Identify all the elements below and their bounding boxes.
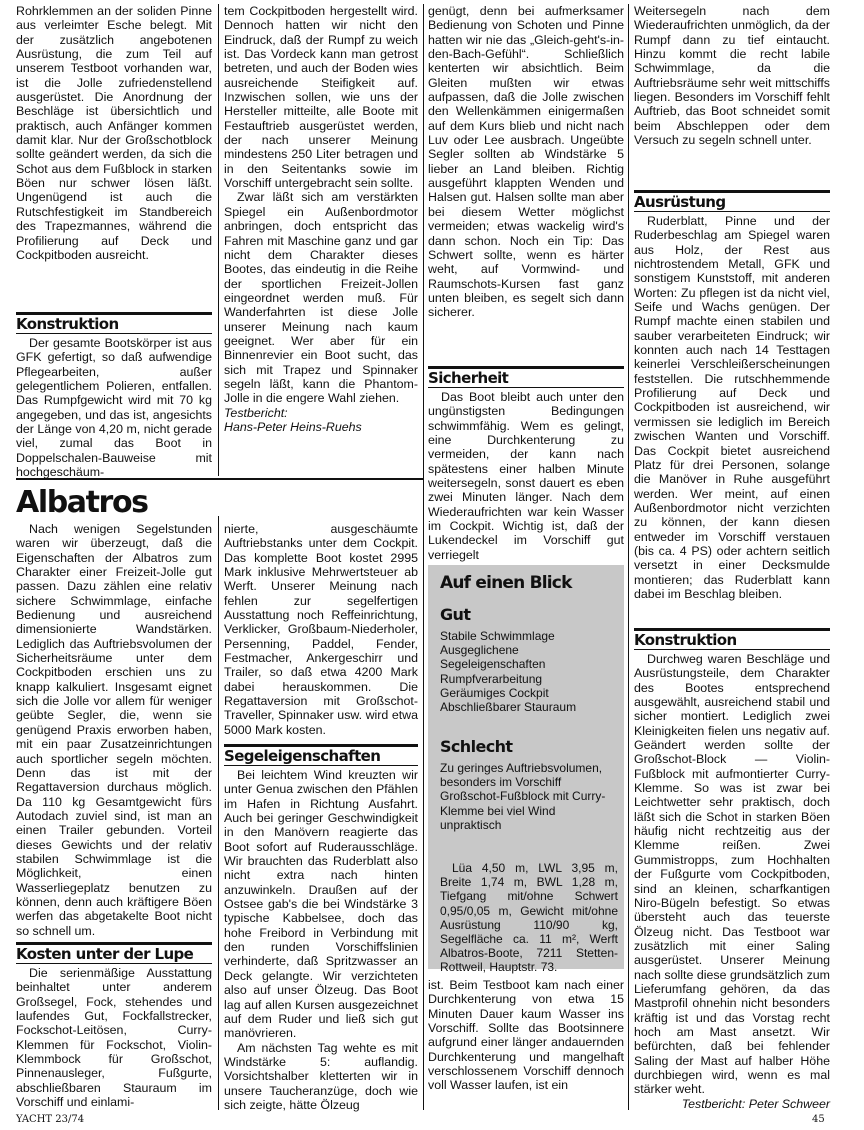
footer-publication: YACHT 23/74	[16, 1114, 85, 1125]
spec-text: Lüa 4,50 m, LWL 3,95 m, Breite 1,74 m, BWL 1,28 m, Tiefgang mit/ohne Schwert 0,95/0,05 m, Gewicht mit/ohne Ausrüstung 110/90 kg, Segelfläche ca. 11 m², Werft Albatros-Boote, 7211 Stetten-Rottweil, Hauptstr. 73.	[440, 861, 618, 975]
paragraph: Nach wenigen Segelstunden waren wir überzeugt, daß die Eigenschaften der Albatros zum Charakter einer Freizeit-Jolle gut passen. Dazu zählen eine relativ sichere Schwimmlage, einfache Bedienung und ausreichend dimensionierte Wandstärken. Lediglich das Auftriebsvolumen der Sicherheitsräume unter dem Cockpitboden erschien uns zu knapp kalkuliert. Insgesamt eignet sich die Jolle vor allem für weniger geübte Segler, die, wenn sie genügend Praxis erworben haben, mit ein paar Zusatzeinrichtungen auch sportlicher segeln möchten. Denn das ist mit der Regattaversion durchaus möglich. Da 110 kg Gesamtgewicht fürs Autodach zuviel sind, ist man an einen Trailer gebunden. Vorteil dieses Gewichts und der relativ stabilen Schwimmlage ist die Möglichkeit, einen Wasserliegeplatz benutzen zu können, denn auch kräftigere Böen werfen das abgetakelte Boot nicht so schnell um.	[16, 522, 212, 938]
column-2-albatros	[224, 522, 418, 737]
list-item: Großschot-Fußblock mit Curry-Klemme bei viel Wind unpraktisch	[440, 789, 606, 832]
section-heading-ausruestung: Ausrüstung	[634, 190, 830, 212]
paragraph: Ruderblatt, Pinne und der Ruderbeschlag am Spiegel waren aus Holz, der Rest aus nichtrostendem Metall, GFK und sonstigem Kunststoff, mit anderen Worten: Zu pflegen ist da nicht viel, Seife und Wachs genügen. Der Rumpf machte einen stabilen und sauber verarbeiteten Eindruck; wir konnten auch nach 14 Testtagen keinerlei Verschleißerscheinungen feststellen. Die rutschhemmende Profilierung auf Deck und Cockpitboden ist ausreichend, wir vermissen sie lediglich im Bereich zwischen Wanten und Vorschiff. Das Cockpit bietet ausreichend Platz für drei Personen, solange die Manöver in Ruhe ausgeführt werden. Wer meint, auf einen Außenbordmotor nicht verzichten zu können, der kann diesen entweder im Vorschiff verstauen (bis ca. 4 PS) oder achtern seitlich versetzt in einer Decksmulde montieren; das Ruderblatt kann dabei im Beschlag bleiben.	[634, 214, 830, 601]
paragraph: tem Cockpitboden hergestellt wird. Dennoch hatten wir nicht den Eindruck, daß der Rumpf zu weich ist. Das Vordeck kann man getrost betreten, und auch der Boden wies ausreichende Steifigkeit auf. Inzwischen sollen, wie uns der Hersteller mitteilte, alle Boote mit Festauftrieb ausgerüstet werden, der nach unserer Meinung mindestens 250 Liter betragen und in den Seitentanks sowie im Vorschiff untergebracht sein sollte.	[224, 4, 418, 191]
column-2-segel	[224, 768, 418, 1112]
paragraph: Zwar läßt sich am verstärkten Spiegel ein Außenbordmotor anbringen, doch entspricht das Fahren mit Maschine ganz und gar nicht dem Charakter dieses Bootes, das eindeutig in die Reihe der sportlichen Freizeit-Jollen eingeordnet werden muß. Für Wanderfahrten ist diese Jolle unserer Meinung nach kaum geeignet. Wer aber für ein Binnenrevier ein Boot sucht, das sich mit Trapez und Spinnaker segeln läßt, kann die Phantom-Jolle in die engere Wahl ziehen.	[224, 190, 418, 406]
paragraph: Das Boot bleibt auch unter den ungünstigsten Bedingungen schwimmfähig. Wem es gelingt, eine Durchkenterung zu vermeiden, der kann nach spätestens einer halben Minute weitersegeln, sonst dauert es eben zwei Minuten länger. Nach dem Wiederaufrichten war kein Wasser im Cockpit. Wichtig ist, daß der Lukendeckel im Vorschiff gut verriegelt	[428, 390, 624, 562]
column-2-top	[224, 4, 418, 474]
credit-name: Hans-Peter Heins-Ruehs	[224, 419, 362, 434]
section-heading-kosten: Kosten unter der Lupe	[16, 942, 212, 964]
column-divider	[218, 516, 219, 1110]
column-divider	[628, 4, 629, 1110]
bad-heading: Schlecht	[440, 737, 513, 756]
section-heading-konstruktion: Konstruktion	[16, 312, 212, 334]
paragraph: genügt, denn bei aufmerksamer Bedienung von Schoten und Pinne hatten wir nie das „Gleich-geht's-in-den-Bach-Gefühl“. Schließlich kenterten wir absichtlich. Beim Gleiten mußten wir etwas aufpassen, daß die Jolle zwischen den Wellenkämmen einigermaßen auf dem Kurs blieb und nicht nach Luv oder Lee ausbrach. Ungeübte Segler sollten ab Windstärke 5 lieber an Land bleiben. Richtig ausgeführt klappten Wenden und Halsen gut. Halsen sollte man aber bei diesem Wetter möglichst vermeiden; etwas wackelig wird's dann schon. Noch ein Tip: Das Schwert sollte, wenn es härter weht, auf Vormwind- und Raumschots-Kursen fast ganz unten bleiben, es segelt sich dann sicherer.	[428, 4, 624, 320]
paragraph: Am nächsten Tag wehte es mit Windstärke 5: auflandig. Vorsichtshalber kletterten wir in unsere Taucheranzüge, doch wie sich zeigte, hätte Ölzeug	[224, 1040, 418, 1112]
paragraph: ist. Beim Testboot kam nach einer Durchkenterung von etwa 15 Minuten Dauer kaum Wasser ins Vorschiff. Sollte das Bootsinnere aufgrund einer länger andauernden Durchkenterung und mangelhaft verschlossenem Vorschiff dennoch voll Wasser laufen, ist ein	[428, 978, 624, 1093]
column-divider	[218, 4, 219, 476]
good-heading: Gut	[440, 605, 471, 624]
paragraph: nierte, ausgeschäumte Auftriebstanks unter dem Cockpit. Das komplette Boot kostet 2995 Mark inklusive Mehrwertsteuer ab Werft. Unserer Meinung nach fehlen zur segelfertigen Ausstattung noch Reffeinrichtung, Verklicker, Großbaum-Niederholer, Persenning, Paddel, Fender, Festmacher, Ankergeschirr und Trailer, so daß etwa 4200 Mark dabei herauskommen. Die Regattaversion mit Großschot-Traveller, Spinnaker usw. wird etwa 5000 Mark kosten.	[224, 522, 418, 737]
paragraph: Weitersegeln nach dem Wiederaufrichten unmöglich, da der Rumpf dann zu tief eintaucht. Hinzu kommt die recht labile Schwimmlage, da die Auftriebsräume sehr weit mittschiffs liegen. Besonders im Vorschiff fehlt Auftrieb, das Boot schneidet somit beim Abschleppen oder dem Versuch zu segeln schnell unter.	[634, 4, 830, 148]
paragraph: Durchweg waren Beschläge und Ausrüstungsteile, dem Charakter des Bootes entsprechend ausgewählt, ausreichend stabil und sicher montiert. Lediglich zwei Kleinigkeiten fielen uns negativ auf. Geändert werden sollte der Großschot-Block — Violin-Fußblock mit aufmontierter Curry-Klemme. So was ist zwar bei Leichtwetter sehr praktisch, doch läßt sich die Schot in starken Böen häufig nicht rechtzeitig aus der Klemme reißen. Zwei Gummistropps, zum Hochhalten der Fußgurte vom Cockpitboden, sind an kleinen, scharfkantigen Niro-Bügeln befestigt. So etwas übersteht auch das teuerste Ölzeug nicht. Das Testboot war zusätzlich mit einer Saling ausgerüstet. Unserer Meinung nach sollte diese grundsätzlich zum Lieferumfang gehören, da das Mastprofil ohnehin nicht besonders kräftig ist und das Vorstag recht hoch am Mast ansetzt. Wir befürchten, daß bei fehlender Saling der Mast auf halber Höhe durchbiegen wird, wenn es mal stärker weht.	[634, 652, 830, 1097]
list-item: Abschließbarer Stauraum	[440, 700, 577, 715]
paragraph: Der gesamte Bootskörper ist aus GFK gefertigt, so daß aufwendige Pflegearbeiten, außer gelegentlichem Polieren, entfallen. Das Rumpfgewicht wird mit 70 kg angegeben, und das ist, angesichts der Länge von 4,20 m, nicht gerade viel, zumal das Boot in Doppelschalen-Bauweise mit hochgeschäum-	[16, 336, 212, 480]
list-item: Ausgeglichene Segeleigenschaften	[440, 643, 546, 672]
list-item: Rumpfverarbeitung	[440, 671, 543, 686]
column-divider	[423, 4, 424, 1110]
credit: Testbericht: Peter Schweer	[681, 1096, 830, 1111]
paragraph: Bei leichtem Wind kreuzten wir unter Genua zwischen den Pfählen im Hafen in Richtung Ausfahrt. Auch bei geringer Geschwindigkeit in den Manövern reagierte das Boot sofort auf Ruderausschläge. Wir brauchten das Ruderblatt also nicht extra nach hinten anzuwinkeln. Draußen auf der Ostsee gab's die bei Windstärke 3 typische Kabbelsee, doch das hohe Freibord in Verbindung mit den runden Vorschiffslinien verhinderte, daß Spritzwasser an Deck gelangte. Wir verzichteten also auf unser Ölzeug. Das Boot lag auf allen Kursen ausgezeichnet auf dem Ruder und ließ sich gut manövrieren.	[224, 768, 418, 1041]
credit-label: Testbericht:	[224, 405, 288, 420]
article-title: Albatros	[16, 485, 148, 520]
paragraph: Rohrklemmen an der soliden Pinne aus verleimter Esche belegt. Mit der zusätzlich angebotenen Ausrüstung, die zum Teil auf unserem Testboot vorhanden war, ist die Jolle zufriedenstellend ausgerüstet. Die Anordnung der Beschläge ist übersichtlich und praktisch, auch Anfänger kommen damit klar. Nur der Großschotblock sollte geändert werden, da sich die Schot aus dem Fußblock in starken Böen nur schwer lösen läßt. Ungenügend ist auch die Rutschfestigkeit im Standbereich des Trapezmannes, während die Profilierung auf Deck und Cockpitboden ausreicht.	[16, 4, 212, 262]
bad-list	[440, 761, 618, 832]
list-item: Geräumiges Cockpit	[440, 685, 549, 700]
column-4-top	[634, 4, 830, 184]
summary-title: Auf einen Blick	[440, 573, 572, 593]
column-3-sicherheit	[428, 390, 624, 562]
page-number: 45	[812, 1114, 825, 1125]
section-heading-sicherheit: Sicherheit	[428, 366, 624, 388]
column-1-albatros	[16, 522, 212, 938]
section-heading-konstruktion-2: Konstruktion	[634, 628, 830, 650]
section-heading-segeleigenschaften: Segeleigenschaften	[224, 744, 418, 766]
paragraph: Die serienmäßige Ausstattung beinhaltet unter anderem Großsegel, Fock, stehendes und laufendes Gut, Fockfallstrecker, Fockschot-Leitösen, Curry-Klemmen für Fockschot, Violin-Klemmbock für Großschot, Pinnenausleger, Fußgurte, abschließbaren Stauraum im Vorschiff und einlami-	[16, 966, 212, 1110]
column-3-bottom	[428, 978, 624, 1112]
column-1-top	[16, 4, 212, 300]
column-1-konstruktion	[16, 336, 212, 480]
column-4-ausruestung	[634, 214, 830, 616]
list-item: Stabile Schwimmlage	[440, 629, 555, 643]
column-3-top	[428, 4, 624, 348]
list-item: Zu geringes Auftriebsvolumen, besonders im Vorschiff	[440, 761, 603, 790]
good-list	[440, 629, 618, 714]
summary-box	[428, 565, 624, 975]
column-1-kosten	[16, 966, 212, 1112]
column-4-konstruktion	[634, 652, 830, 1111]
